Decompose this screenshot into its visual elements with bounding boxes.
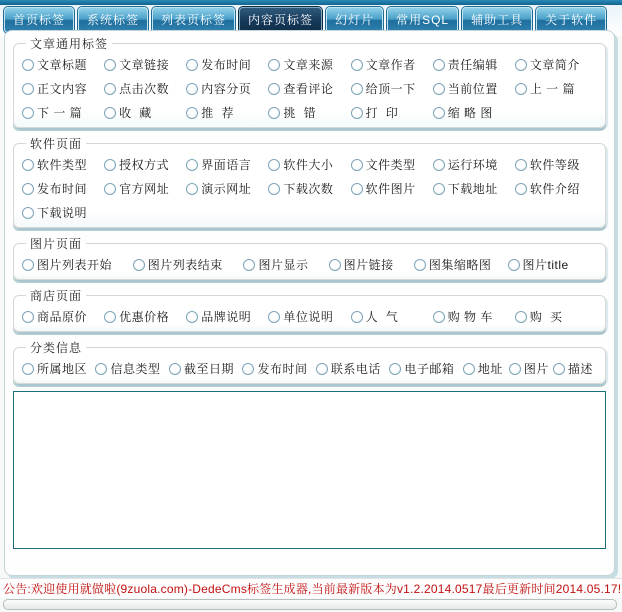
radio-icon: [22, 259, 34, 271]
radio-icon: [22, 159, 34, 171]
radio-icon: [268, 183, 280, 195]
radio-icon: [351, 311, 363, 323]
radio-option[interactable]: [351, 104, 433, 121]
tab-page-content: [4, 30, 615, 576]
radio-label: 给顶一下: [365, 82, 416, 96]
radio-icon: [104, 183, 116, 195]
radio-icon: [553, 363, 565, 375]
tab-1[interactable]: 系统标签: [78, 7, 148, 33]
radio-label: 官方网址: [119, 182, 170, 196]
radio-label: 下载地址: [447, 182, 498, 196]
radio-option[interactable]: [242, 360, 315, 377]
radio-icon: [104, 311, 116, 323]
radio-option[interactable]: [268, 308, 350, 325]
status-message: 公告:欢迎使用就做啦(9zuola.com)-DedeCms标签生成器,当前最新版本为v1.2.2014.0517最后更新时间2014.05.17!: [3, 582, 622, 596]
radio-icon: [351, 59, 363, 71]
radio-icon: [186, 83, 198, 95]
radio-label: 收 藏: [119, 106, 152, 120]
radio-option[interactable]: [268, 180, 350, 197]
radio-label: 上 一 篇: [529, 82, 576, 96]
tab-5[interactable]: 常用SQL: [387, 7, 458, 33]
tab-7[interactable]: 关于软件: [536, 7, 606, 33]
radio-label: 查看评论: [283, 82, 334, 96]
radio-option[interactable]: [268, 80, 350, 97]
radio-option[interactable]: [243, 256, 328, 273]
radio-label: 下载说明: [37, 206, 88, 220]
tab-3[interactable]: 内容页标签: [239, 7, 322, 33]
radio-label: 地址: [477, 362, 503, 376]
radio-option[interactable]: [329, 256, 414, 273]
radio-icon: [186, 159, 198, 171]
radio-option[interactable]: [433, 308, 515, 325]
radio-label: 下 一 篇: [37, 106, 83, 120]
radio-option[interactable]: [389, 360, 462, 377]
radio-icon: [508, 259, 520, 271]
radio-icon: [389, 363, 401, 375]
radio-option[interactable]: [104, 104, 186, 121]
radio-label: 品牌说明: [201, 310, 252, 324]
radio-option[interactable]: [186, 180, 268, 197]
radio-icon: [186, 183, 198, 195]
radio-label: 发布时间: [201, 58, 252, 72]
radio-label: 当前位置: [447, 82, 498, 96]
radio-label: 图片title: [522, 258, 569, 272]
radio-icon: [515, 159, 527, 171]
radio-icon: [351, 159, 363, 171]
radio-icon: [22, 59, 34, 71]
radio-option[interactable]: [186, 308, 268, 325]
radio-option[interactable]: [351, 56, 433, 73]
radio-option[interactable]: [186, 104, 268, 121]
radio-label: 发布时间: [257, 362, 308, 376]
tab-2[interactable]: 列表页标签: [152, 7, 235, 33]
radio-icon: [433, 59, 445, 71]
radio-label: 点击次数: [119, 82, 170, 96]
radio-option[interactable]: [509, 360, 553, 377]
radio-option[interactable]: [268, 156, 350, 173]
group-options: [22, 254, 597, 273]
radio-icon: [433, 183, 445, 195]
radio-label: 信息类型: [110, 362, 161, 376]
radio-icon: [414, 259, 426, 271]
radio-label: 软件图片: [365, 182, 416, 196]
radio-label: 运行环境: [447, 158, 498, 172]
radio-option[interactable]: [186, 156, 268, 173]
radio-option[interactable]: [104, 80, 186, 97]
radio-option[interactable]: [351, 180, 433, 197]
radio-icon: [242, 363, 254, 375]
radio-label: 文章标题: [37, 58, 88, 72]
radio-icon: [22, 311, 34, 323]
tab-6[interactable]: 辅助工具: [462, 7, 532, 33]
tab-0[interactable]: 首页标签: [4, 7, 74, 33]
radio-icon: [104, 59, 116, 71]
radio-icon: [268, 311, 280, 323]
group-box-1: [13, 135, 606, 228]
radio-label: 图片列表结束: [147, 258, 223, 272]
radio-icon: [95, 363, 107, 375]
window-bottom-strip: [3, 599, 617, 610]
group-options: [22, 154, 597, 221]
radio-option[interactable]: [104, 308, 186, 325]
radio-label: 截至日期: [183, 362, 234, 376]
radio-option[interactable]: [508, 256, 597, 273]
radio-label: 单位说明: [283, 310, 334, 324]
radio-option[interactable]: [22, 308, 104, 325]
radio-icon: [515, 311, 527, 323]
radio-option[interactable]: [22, 256, 133, 273]
radio-label: 下载次数: [283, 182, 334, 196]
group-options: [22, 358, 597, 377]
radio-icon: [268, 159, 280, 171]
radio-label: 文件类型: [365, 158, 416, 172]
radio-option[interactable]: [22, 180, 104, 197]
radio-option[interactable]: [104, 56, 186, 73]
radio-icon: [22, 207, 34, 219]
radio-option[interactable]: [351, 80, 433, 97]
radio-icon: [186, 311, 198, 323]
groups: [13, 35, 606, 384]
radio-option[interactable]: [433, 156, 515, 173]
output-textarea[interactable]: [13, 391, 606, 549]
radio-label: 图集缩略图: [428, 258, 492, 272]
radio-icon: [104, 107, 116, 119]
radio-option[interactable]: [515, 308, 597, 325]
radio-icon: [22, 83, 34, 95]
radio-option[interactable]: [553, 360, 597, 377]
radio-label: 描述: [567, 362, 593, 376]
radio-label: 所属地区: [37, 362, 88, 376]
radio-option[interactable]: [22, 204, 104, 221]
group-title: 文章通用标签: [30, 37, 109, 51]
radio-label: 缩 略 图: [447, 106, 493, 120]
group-options: [22, 54, 597, 121]
radio-option[interactable]: [268, 56, 350, 73]
radio-option[interactable]: [433, 180, 515, 197]
radio-icon: [515, 59, 527, 71]
radio-label: 授权方式: [119, 158, 170, 172]
radio-icon: [329, 259, 341, 271]
radio-label: 购 买: [529, 310, 563, 324]
radio-label: 优惠价格: [119, 310, 170, 324]
radio-label: 推 荐: [201, 106, 234, 120]
radio-label: 软件等级: [529, 158, 580, 172]
radio-icon: [22, 107, 34, 119]
radio-option[interactable]: [22, 360, 95, 377]
radio-icon: [268, 107, 280, 119]
radio-icon: [268, 83, 280, 95]
radio-option[interactable]: [104, 180, 186, 197]
group-box-2: [13, 235, 606, 280]
radio-option[interactable]: [515, 80, 597, 97]
status-bar: [0, 578, 622, 598]
radio-icon: [351, 107, 363, 119]
radio-label: 内容分页: [201, 82, 252, 96]
radio-option[interactable]: [515, 56, 597, 73]
radio-label: 文章链接: [119, 58, 170, 72]
radio-option[interactable]: [169, 360, 242, 377]
radio-option[interactable]: [22, 56, 104, 73]
tab-4[interactable]: 幻灯片: [326, 7, 383, 33]
radio-label: 文章作者: [365, 58, 416, 72]
radio-label: 界面语言: [201, 158, 252, 172]
radio-label: 软件大小: [283, 158, 334, 172]
radio-label: 软件类型: [37, 158, 88, 172]
radio-icon: [433, 311, 445, 323]
radio-label: 图片显示: [258, 258, 309, 272]
radio-icon: [22, 363, 34, 375]
radio-option[interactable]: [351, 156, 433, 173]
radio-option[interactable]: [104, 156, 186, 173]
group-title: 软件页面: [30, 137, 83, 151]
radio-icon: [509, 363, 521, 375]
radio-label: 图片列表开始: [37, 258, 113, 272]
radio-label: 联系电话: [330, 362, 381, 376]
radio-option[interactable]: [433, 80, 515, 97]
radio-label: 文章来源: [283, 58, 334, 72]
radio-option[interactable]: [351, 308, 433, 325]
radio-icon: [515, 83, 527, 95]
radio-label: 发布时间: [37, 182, 88, 196]
radio-icon: [268, 59, 280, 71]
group-title: 图片页面: [30, 237, 83, 251]
radio-icon: [186, 107, 198, 119]
radio-label: 图片链接: [343, 258, 394, 272]
radio-option[interactable]: [186, 56, 268, 73]
radio-option[interactable]: [463, 360, 509, 377]
radio-icon: [433, 159, 445, 171]
radio-option[interactable]: [316, 360, 389, 377]
group-box-4: [13, 339, 606, 384]
radio-label: 购 物 车: [447, 310, 493, 324]
radio-label: 正文内容: [37, 82, 88, 96]
radio-option[interactable]: [433, 104, 515, 121]
radio-icon: [351, 83, 363, 95]
radio-icon: [515, 183, 527, 195]
radio-option[interactable]: [414, 256, 508, 273]
radio-icon: [169, 363, 181, 375]
radio-label: 演示网址: [201, 182, 252, 196]
radio-option[interactable]: [133, 256, 244, 273]
radio-icon: [433, 107, 445, 119]
radio-option[interactable]: [268, 104, 350, 121]
group-box-3: [13, 287, 606, 332]
radio-label: 人 气: [365, 310, 399, 324]
radio-label: 责任编辑: [447, 58, 498, 72]
radio-icon: [104, 83, 116, 95]
radio-label: 文章简介: [529, 58, 580, 72]
radio-label: 图片: [523, 362, 549, 376]
radio-label: 打 印: [365, 106, 399, 120]
group-title: 商店页面: [30, 289, 83, 303]
group-title: 分类信息: [30, 341, 83, 355]
radio-option[interactable]: [22, 156, 104, 173]
radio-option[interactable]: [22, 104, 104, 121]
radio-icon: [22, 183, 34, 195]
radio-option[interactable]: [515, 156, 597, 173]
radio-icon: [433, 83, 445, 95]
radio-option[interactable]: [433, 56, 515, 73]
radio-option[interactable]: [22, 80, 104, 97]
radio-label: 商品原价: [37, 310, 88, 324]
group-options: [22, 306, 597, 325]
radio-icon: [133, 259, 145, 271]
radio-label: 挑 错: [283, 106, 317, 120]
radio-label: 软件介绍: [529, 182, 580, 196]
radio-icon: [186, 59, 198, 71]
radio-icon: [243, 259, 255, 271]
radio-icon: [463, 363, 475, 375]
group-box-0: [13, 35, 606, 128]
radio-option[interactable]: [515, 180, 597, 197]
radio-icon: [351, 183, 363, 195]
radio-label: 电子邮箱: [404, 362, 455, 376]
radio-icon: [104, 159, 116, 171]
radio-option[interactable]: [95, 360, 168, 377]
radio-icon: [316, 363, 328, 375]
radio-option[interactable]: [186, 80, 268, 97]
